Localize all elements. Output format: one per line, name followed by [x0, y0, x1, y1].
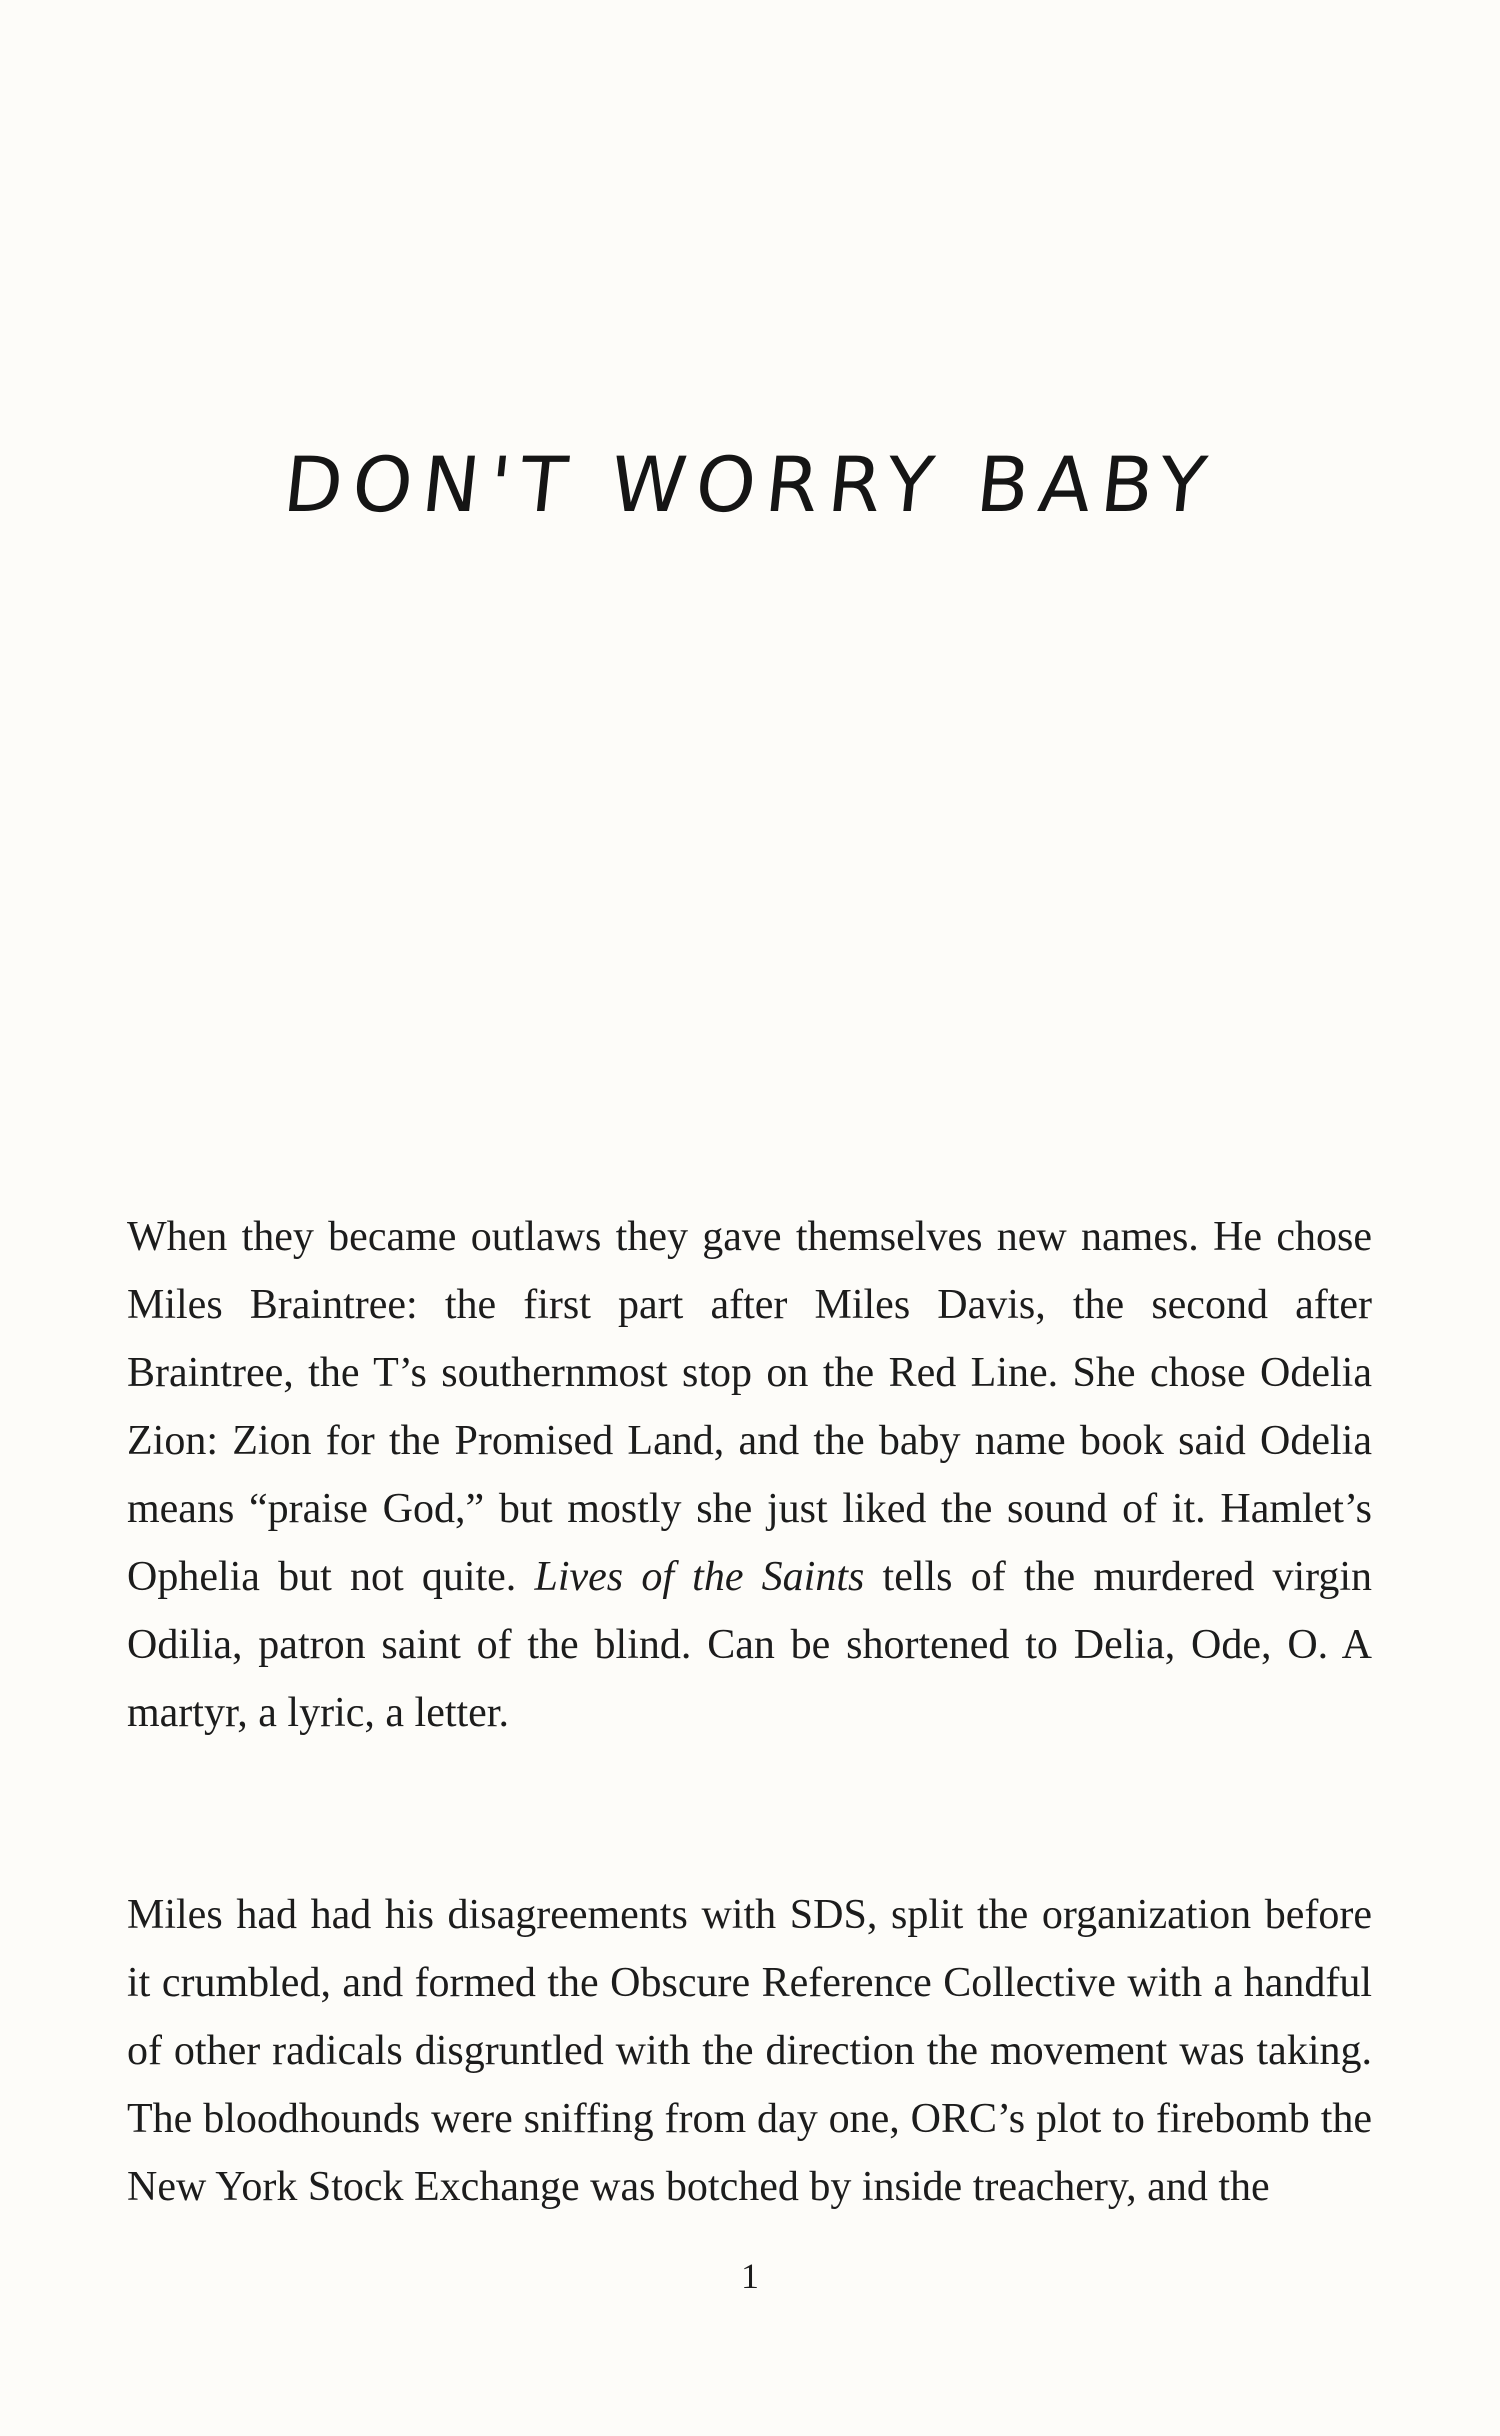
page-number: 1 [741, 2256, 759, 2296]
paragraph-2: Miles had had his disagreements with SDS, split the organization before it crumbled, and formed the Obscure Reference Collective with a handful of other radicals disgruntled with the direction the movement was taking. The bloodhounds were sniffing from day one, ORC’s plot to firebomb the New York Stock Exchange was botched by inside treachery, and the [127, 1892, 1372, 2210]
paragraph-1-text-start: When they became outlaws they gave themselves new names. He chose Miles Braintree: the first part after Miles Davis, the second after Braintree, the T’s southernmost stop on the Red Line. She chose Odelia Zion: Zion for the Promised Land, and the baby name book said Odelia means “praise God,” but mostly she just liked the sound of it. Hamlet’s Ophelia but not quite. [127, 1214, 1372, 1600]
paragraph-1 [127, 1203, 1372, 1747]
paragraph-1-text-end: tells of the murdered virgin Odilia, patron saint of the blind. Can be shortened to Delia, Ode, O. A martyr, a lyric, a letter. [127, 1554, 1373, 1736]
book-title-italic: Lives of the Saints [534, 1554, 865, 1600]
chapter-title: DON'T WORRY BABY [279, 440, 1221, 529]
